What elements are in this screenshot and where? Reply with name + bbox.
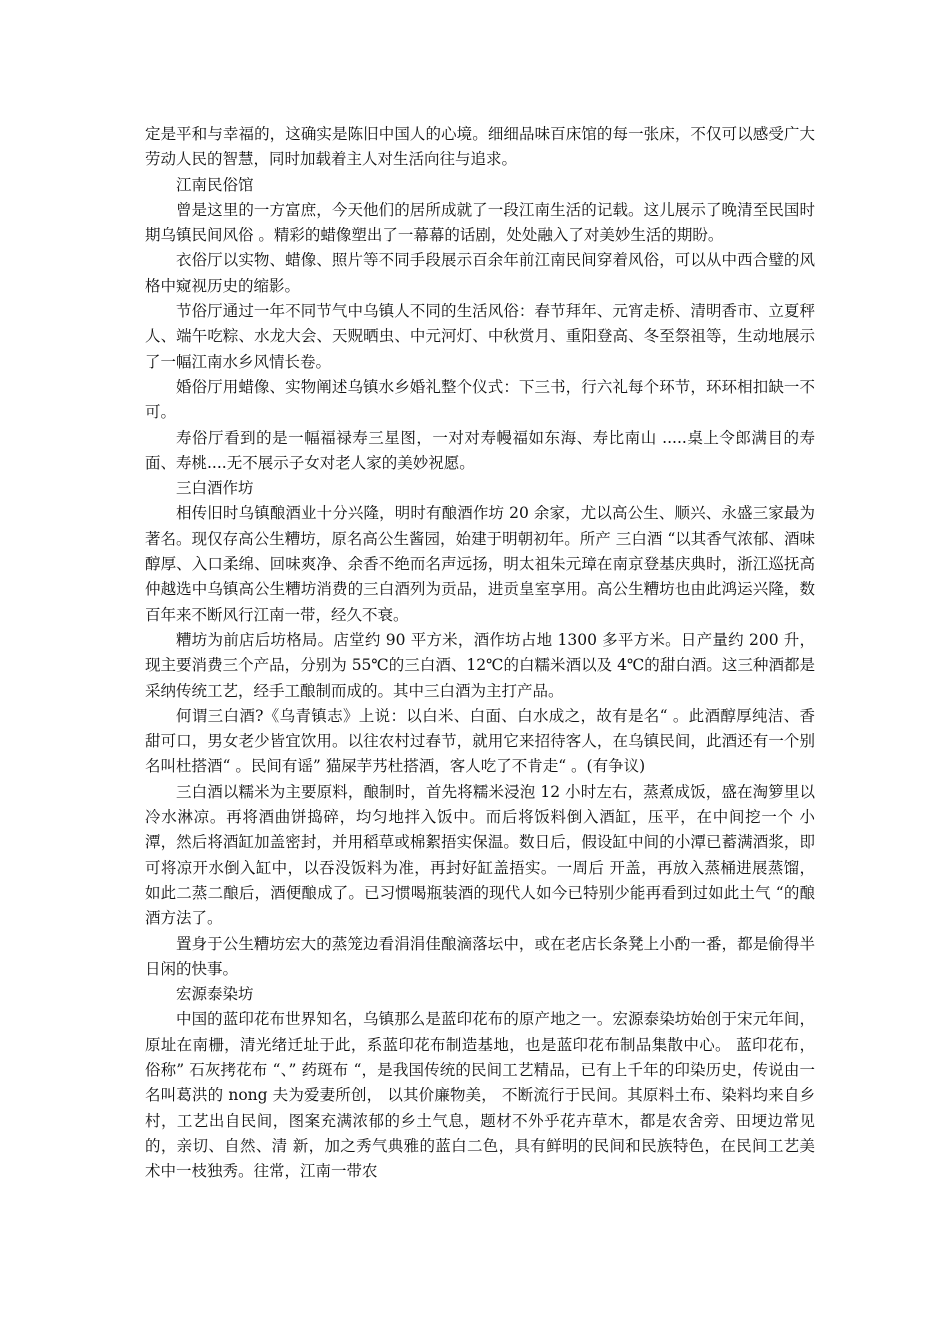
paragraph: 定是平和与幸福的，这确实是陈旧中国人的心境。细细品味百床馆的每一张床，不仅可以感受广大劳动人民的智慧，同时加载着主人对生活向往与追求。	[145, 125, 815, 169]
paragraph: 婚俗厅用蜡像、实物阐述乌镇水乡婚礼整个仪式：下三书，行六礼每个环节，环环相扣缺一不可。	[145, 377, 815, 422]
paragraph: 中国的蓝印花布世界知名，乌镇那么是蓝印花布的原产地之一。宏源泰染坊始创于宋元年间，原址在南栅，清光绪迁址于此，系蓝印花布制造基地，也是蓝印花布制品集散中心。 蓝印花布，俗称” 石灰拷花布 “、” 药斑布 “，是我国传统的民间工艺精品，已有上千年的印染历史，传说由一名叫葛洪的 nong 夫为爱妻所创， 以其价廉物美， 不断流行于民间。其原料土布、染料均来自乡村，工艺出自民间，图案充满浓郁的乡土气息，题材不外乎花卉草木，都是农舍旁、田埂边常见的，亲切、自然、清 新，加之秀气典雅的蓝白二色，具有鲜明的民间和民族特色，在民间工艺美术中一枝独秀。往常，江南一带农	[145, 1010, 815, 1181]
section-heading-sanbai-winery: 三白酒作坊	[176, 479, 254, 498]
paragraph: 何谓三白酒?《乌青镇志》上说：以白米、白面、白水成之，故有是名“ 。此酒醇厚纯洁、香甜可口，男女老少皆宜饮用。以往农村过春节，就用它来招待客人，在乌镇民间，此酒还有一个别名叫杜搭酒“ 。民间有谣” 猫屎芋艿杜搭酒，客人吃了不肯走“ 。(有争议)	[145, 706, 815, 776]
section-heading-hongyuantai-dye-workshop: 宏源泰染坊	[176, 985, 254, 1004]
section-heading-jiangnan-folk-museum: 江南民俗馆	[176, 175, 254, 194]
paragraph: 三白酒以糯米为主要原料，酿制时，首先将糯米浸泡 12 小时左右，蒸煮成饭，盛在淘箩里以冷水淋凉。再将酒曲饼捣碎，均匀地拌入饭中。而后将饭料倒入酒缸，压平，在中间挖一个 小潭，然后将酒缸加盖密封，并用稻草或棉絮捂实保温。数日后，假设缸中间的小潭已蓄满酒浆，即可将凉开水倒入缸中，以吞没饭料为准，再封好缸盖捂实。一周后 开盖，再放入蒸桶进展蒸馏，如此二蒸二酿后，酒便酿成了。已习惯喝瓶装酒的现代人如今已特别少能再看到过如此土气 “的酿酒方法了。	[145, 782, 815, 928]
paragraph: 节俗厅通过一年不同节气中乌镇人不同的生活风俗：春节拜年、元宵走桥、清明香市、立夏秤人、端午吃粽、水龙大会、天贶晒虫、中元河灯、中秋赏月、重阳登高、冬至祭祖等，生动地展示了一幅江南水乡风情长卷。	[145, 302, 815, 371]
paragraph: 衣俗厅以实物、蜡像、照片等不同手段展示百余年前江南民间穿着风俗，可以从中西合璧的风格中窥视历史的缩影。	[145, 251, 815, 295]
paragraph: 寿俗厅看到的是一幅福禄寿三星图，一对对寿幔福如东海、寿比南山 .....桌上令郎满目的寿面、寿桃....无不展示子女对老人家的美妙祝愿。	[145, 428, 815, 472]
paragraph: 糟坊为前店后坊格局。店堂约 90 平方米，酒作坊占地 1300 多平方米。日产量约 200 升，现主要消费三个产品，分别为 55℃的三白酒、12℃的白糯米酒以及 4℃的甜白酒。这三种酒都是采纳传统工艺，经手工酿制而成的。其中三白酒为主打产品。	[145, 630, 815, 700]
paragraph: 曾是这里的一方富庶，今天他们的居所成就了一段江南生活的记载。这儿展示了晚清至民国时期乌镇民间风俗 。精彩的蜡像塑出了一幕幕的话剧，处处融入了对美妙生活的期盼。	[145, 200, 815, 245]
paragraph: 相传旧时乌镇酿酒业十分兴隆，明时有酿酒作坊 20 余家，尤以高公生、顺兴、永盛三家最为著名。现仅存高公生糟坊，原名高公生酱园，始建于明朝初年。所产 三白酒 “以其香气浓郁、酒味醇厚、入口柔绵、回味爽净、余香不绝而名声远扬，明太祖朱元璋在南京登基庆典时，浙江巡抚高仲越选中乌镇高公生糟坊消费的三白酒列为贡品，进贡皇室享用。高公生糟坊也由此鸿运兴隆，数百年来不断风行江南一带，经久不衰。	[145, 504, 816, 624]
document-body	[145, 122, 815, 1184]
paragraph: 置身于公生糟坊宏大的蒸笼边看涓涓佳酿滴落坛中，或在老店长条凳上小酌一番，都是偷得半日闲的快事。	[145, 934, 815, 978]
